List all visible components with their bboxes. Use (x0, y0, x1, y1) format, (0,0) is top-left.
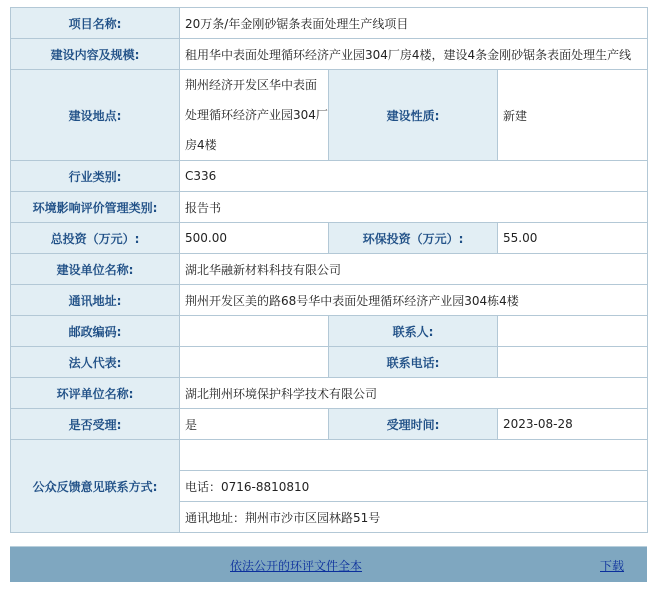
table-row (11, 347, 648, 378)
table-row (11, 39, 648, 70)
accepted-value: 是 (180, 409, 329, 440)
address-label: 通讯地址: (11, 285, 180, 316)
nature-label: 建设性质: (329, 70, 498, 161)
builder-label: 建设单位名称: (11, 254, 180, 285)
table-row (11, 440, 648, 471)
env-investment-label: 环保投资（万元）: (329, 223, 498, 254)
eia-type-value: 报告书 (180, 192, 648, 223)
contact-label: 联系人: (329, 316, 498, 347)
scope-value: 租用华中表面处理循环经济产业园304厂房4楼，建设4条金刚砂锯条表面处理生产线 (180, 39, 648, 70)
accept-time-label: 受理时间: (329, 409, 498, 440)
table-row (11, 285, 648, 316)
scope-label: 建设内容及规模: (11, 39, 180, 70)
postcode-label: 邮政编码: (11, 316, 180, 347)
nature-value: 新建 (498, 70, 648, 161)
feedback-address: 通讯地址：荆州市沙市区园林路51号 (180, 502, 648, 533)
location-cell (180, 70, 329, 161)
eia-type-label: 环境影响评价管理类别: (11, 192, 180, 223)
postcode-value (180, 316, 329, 347)
table-row (11, 192, 648, 223)
industry-value: C336 (180, 161, 648, 192)
accepted-label: 是否受理: (11, 409, 180, 440)
project-name-label: 项目名称: (11, 8, 180, 39)
project-info-table (10, 7, 648, 533)
full-text-link[interactable]: 依法公开的环评文件全本 (230, 559, 363, 573)
industry-label: 行业类别: (11, 161, 180, 192)
eia-unit-value: 湖北荆州环境保护科学技术有限公司 (180, 378, 648, 409)
table-row (11, 316, 648, 347)
investment-label: 总投资（万元）: (11, 223, 180, 254)
phone-value (498, 347, 648, 378)
table-row (11, 223, 648, 254)
location-label: 建设地点: (11, 70, 180, 161)
table-row (11, 70, 648, 161)
table-row (11, 161, 648, 192)
feedback-line-empty (180, 440, 648, 471)
table-row (11, 378, 648, 409)
builder-value: 湖北华融新材料科技有限公司 (180, 254, 648, 285)
table-row (11, 8, 648, 39)
location-value: 荆州经济开发区华中表面处理循环经济产业园304厂房4楼 (185, 78, 328, 152)
accept-time-value: 2023-08-28 (498, 409, 648, 440)
feedback-label: 公众反馈意见联系方式: (11, 440, 180, 533)
address-value: 荆州开发区美的路68号华中表面处理循环经济产业园304栋4楼 (180, 285, 648, 316)
eia-unit-label: 环评单位名称: (11, 378, 180, 409)
project-name-value: 20万条/年金刚砂锯条表面处理生产线项目 (180, 8, 648, 39)
legal-rep-label: 法人代表: (11, 347, 180, 378)
table-row (11, 254, 648, 285)
download-link[interactable]: 下载 (600, 559, 625, 573)
feedback-phone: 电话：0716-8810810 (180, 471, 648, 502)
env-investment-value: 55.00 (498, 223, 648, 254)
phone-label: 联系电话: (329, 347, 498, 378)
contact-value (498, 316, 648, 347)
investment-value: 500.00 (180, 223, 329, 254)
legal-rep-value (180, 347, 329, 378)
table-row (11, 409, 648, 440)
download-bar (10, 546, 647, 582)
